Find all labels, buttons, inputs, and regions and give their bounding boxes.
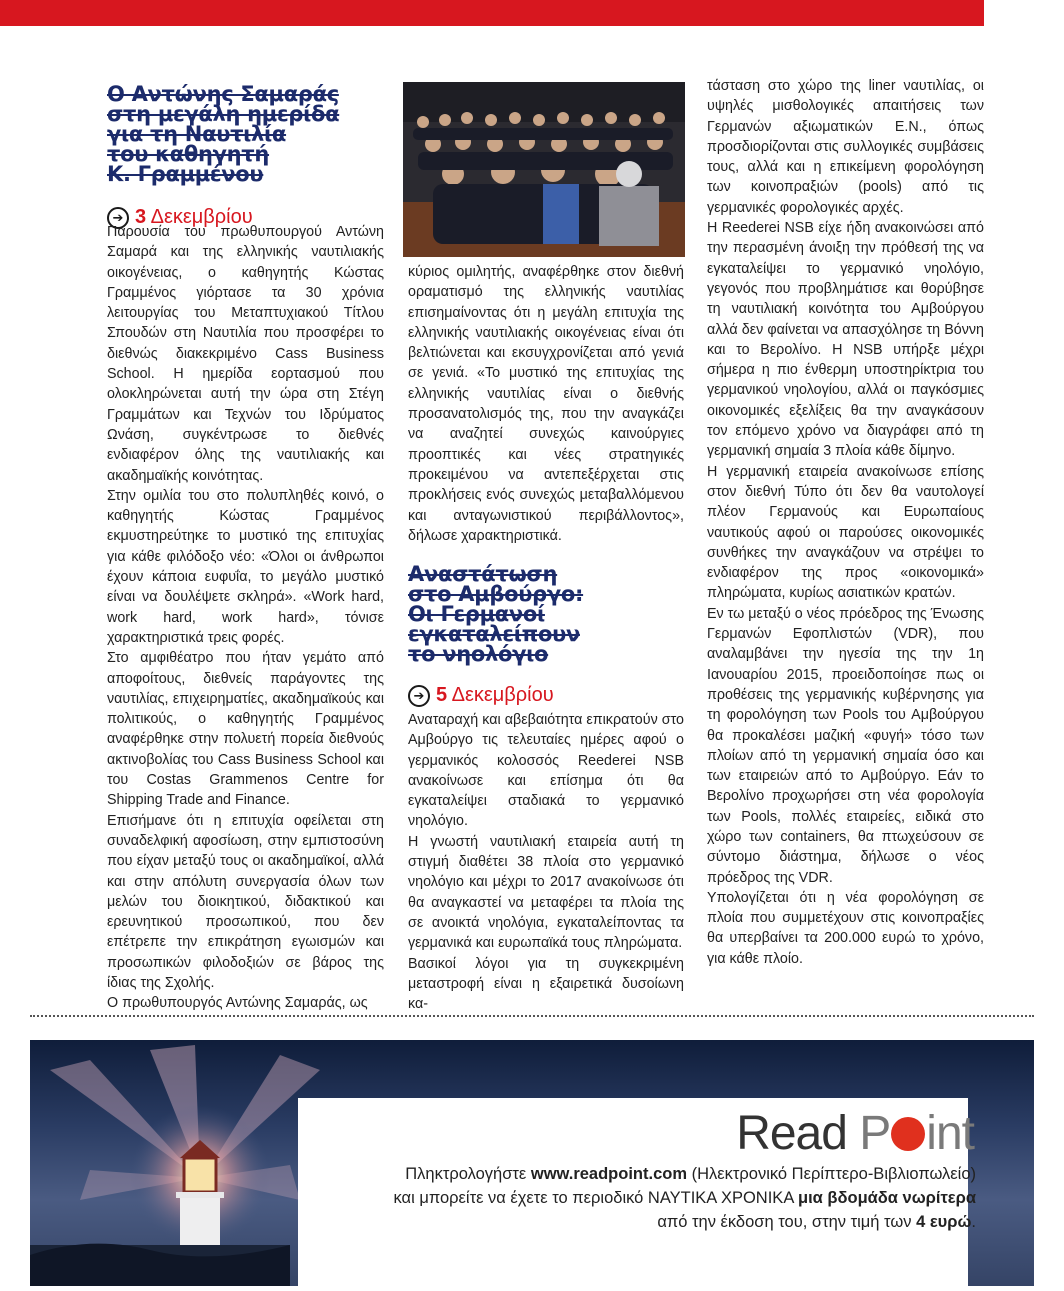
article2-headline [408,564,688,664]
ad-url-link[interactable]: www.readpoint.com [530,1165,688,1183]
paragraph: Η γερμανική εταιρεία ανακοίνωσε επίσης στον διεθνή Τύπο ότι δεν θα ναυτολογεί πλέον Γερμανούς και Ευρωπαίους ναυτικούς αφού οι παρούσες οικονομικές συνθήκες την αναγκάζουν να στρέψει το ενδιαφέρον της προς «οικονομικά» πληρώματα, κυρίως ασιατικών κρατών. [707,463,984,602]
audience-photo [403,82,685,257]
paragraph: Ο πρωθυπουργός Αντώνης Σαμαράς, ως [107,995,368,1012]
headline-line: στο Αμβούργο: [408,582,584,606]
paragraph: Η Reederei NSB είχε ήδη ανακοινώσει από την περασμένη άνοιξη την πρόθεσή της να εγκαταλείψει το γερμανικό νηολόγιο, γεγονός που προβλημάτισε και θορύβησε τη ναυτιλιακή κοινότητα του Αμβούργου αλλά δεν φαίνεται να απασχόλησε τη Βόννη και το Βερολίνο. Η NSB υπήρξε μέχρι σήμερα η πιο ένθερμη υποστηρίκτρια του γερμανικού νηολογίου, αλλά οι παγκόσμιες οικονομικές εξελίξεις θα την αναγκάσουν τον επόμενο χρόνο να διαγράφει από τη γερμανική σημαία 3 πλοία κάθε δίμηνο. [707,220,984,460]
article1-column1 [107,222,384,1014]
date-day: 5 [436,684,448,706]
paragraph: Αναταραχή και αβεβαιότητα επικρατούν στο Αμβούργο τις τελευταίες ημέρες αφού ο γερμανικός κολοσσός Reederei NSB ανακοίνωσε και επίσημα ότι θα εγκαταλείψει σταδιακά το γερμανικό νηολόγιο. [408,712,684,830]
date-day: 3 [135,206,147,228]
article2-column2 [408,710,684,1014]
ad-line-2: και μπορείτε να έχετε το περιοδικό ΝΑΥΤΙΚΑ ΧΡΟΝΙΚΑ μια βδομάδα νωρίτερα [393,1189,976,1207]
logo-read: Read [736,1107,847,1160]
ad-line-3: από την έκδοση του, στην τιμή των 4 ευρώ. [657,1213,976,1231]
headline-line: εγκαταλείπουν [408,622,580,646]
audience-illustration [403,82,685,257]
headline-line: Κ. Γραμμένου [107,162,264,186]
headline-line: για τη Ναυτιλία [107,122,287,146]
ad-line-1: Πληκτρολογήστε www.readpoint.com (Ηλεκτρονικό Περίπτερο-Βιβλιοπωλείο) [405,1165,976,1183]
headline-line: Ο Αντώνης Σαμαράς [107,82,339,106]
headline-line: Οι Γερμανοί [408,602,545,626]
article1-headline [107,84,387,184]
paragraph: Εν τω μεταξύ ο νέος πρόεδρος της Ένωσης Γερμανών Εφοπλιστών (VDR), που αναλαμβάνει την ηγεσία της την 1η Ιανουαρίου 2015, προειδοποίησε πως οι προθέσεις της γερμανικής κυβέρνησης για τη φορολόγηση των Pools του Αμβούργου θα προκαλέσει μαζική «φυγή» τόσο των πλοίων από τη γερμανική σημαία όσο και των εταιρειών από το Αμβούργο. Εάν το Βερολίνο προχωρήσει στη νέα φορολογία των Pools, πολλές εταιρείες, ειδικά στο χώρο των containers, θα πτωχεύσουν σε σύντομο διάστημα, δήλωσε ο νέος πρόεδρος της VDR. [707,605,984,886]
date-month: Δεκεμβρίου [150,206,253,228]
logo-p: P [859,1107,891,1160]
headline-line: Αναστάτωση [408,562,558,586]
paragraph: Παρουσία του πρωθυπουργού Αντώνη Σαμαρά και της ελληνικής ναυτιλιακής οικογένειας, ο καθηγητής Κώστας Γραμμένος γιόρτασε τα 30 χρόνια λειτουργίας του Μεταπτυχιακού Τίτλου Σπουδών στη Ναυτιλία που προσφέρει το διεθνώς διακεκριμένο Cass Business School. Η ημερίδα εορτασμού που ολοκληρώνεται αυτή την ώρα στη Στέγη Γραμμάτων και Τεχνών του Ιδρύματος Ωνάση, συγκέντρωσε το διεθνές ενδιαφέρον όλης της ναυτιλιακής και ακαδημαϊκής κοινότητας. [107,224,384,484]
paragraph: τάσταση στο χώρο της liner ναυτιλίας, οι υψηλές μισθολογικές απαιτήσεις των Γερμανών αξιωματικών Ε.Ν., όπως προσδιορίζονται στις συλλογικές συμβάσεις τους, αλλά και η επικείμενη φορολόγηση των κοινοπραξιών (pools) από τις γερμανικές φορολογικές αρχές. [707,78,984,216]
paragraph: Στην ομιλία του στο πολυπληθές κοινό, ο καθηγητής Κώστας Γραμμένος εκμυστηρεύτηκε το μυστικό της επιτυχίας για κάθε φιλόδοξο νέο: «Όλοι οι άνθρωποι έχουν κάποια ευφυΐα, το μεγάλο μυστικό είναι να δουλέψετε σκληρά». «Work hard, work hard, work hard», τόνισε χαρακτηριστικά τρεις φορές. [107,487,384,646]
paragraph: Υπολογίζεται ότι η νέα φορολόγηση σε πλοία που συμμετέχουν στις κοινοπραξίες θα υπερβαίνει τα 200.000 ευρώ το χρόνο, για κάθε πλοίο. [707,889,984,967]
readpoint-logo[interactable] [736,1106,974,1161]
article2-date [408,684,554,707]
arrow-right-icon: ➔ [408,685,430,707]
headline-line: το νηολόγιο [408,642,549,666]
headline-line: στη μεγάλη ημερίδα [107,102,340,126]
arrow-right-icon: ➔ [107,207,129,229]
logo-dot-icon [891,1117,925,1151]
paragraph: Στο αμφιθέατρο που ήταν γεμάτο από αποφοίτους, διεθνείς παράγοντες της ναυτιλίας, επιχειρηματίες, ακαδημαϊκούς και πολιτικούς, ο καθηγητής Γραμμένος αναφέρθηκε στην πολυετή πορεία διεθνούς ακτινοβολίας του Cass Business School και του Costas Grammenos Centre for Shipping Trade and Finance. [107,650,384,809]
article2-column3 [707,76,984,969]
ad-copy [316,1162,976,1234]
paragraph: Η γνωστή ναυτιλιακή εταιρεία αυτή τη στιγμή διαθέτει 38 πλοία στο γερμανικό νηολόγιο και μέχρι το 2017 ανακοίνωσε ότι θα αναγκαστεί να μεταφέρει τα πλοία της σε ανοικτά νηολόγια, εγκαταλείποντας τα γερμανικά και ευρωπαϊκά τους πληρώματα. [408,833,684,952]
headline-line: του καθηγητή [107,142,270,166]
logo-int: int [926,1107,974,1160]
paragraph: κύριος ομιλητής, αναφέρθηκε στον διεθνή οραματισμό της ελληνικής ναυτιλίας επισημαίνοντας ότι η μεγάλη επιτυχία της ελληνικής ναυτιλιακής οικογένειας είναι ότι βελτιώνεται και εκσυγχρονίζεται από γενιά σε γενιά. «Το μυστικό της επιτυχίας της ελληνικής ναυτιλίας είναι ο διεθνής προσανατολισμός της, που την αναγκάζει να αναζητεί συνεχώς καινούργιες προοπτικές και νέες στρατηγικές προκειμένου να αντεπεξέρχεται στις προκλήσεις ενός συνεχώς μεταβαλλόμενου και ανταγωνιστικού περιβάλλοντος», δήλωσε χαρακτηριστικά. [408,264,684,544]
date-month: Δεκεμβρίου [451,684,554,706]
section-divider [30,1015,1034,1017]
article1-column2 [408,262,684,546]
top-red-bar [0,0,984,26]
paragraph: Επισήμανε ότι η επιτυχία οφείλεται στη συναδελφική αφοσίωση, στην εμπιστοσύνη που είχαν μεταξύ τους οι ακαδημαϊκοί, αλλά και στην απόλυτη συνεργασία όλων των μελών του διοικητικού, διδακτικού και ερευνητικού προσωπικού, που δεν επέτρεπε την επικράτηση εγωισμών και προσωπικών φιλοδοξιών σε βάρος της ίδιας της Σχολής. [107,812,384,991]
paragraph: Βασικοί λόγοι για τη συγκεκριμένη μεταστροφή είναι η εξαιρετικά δυσοίωνη κα- [408,955,684,1013]
